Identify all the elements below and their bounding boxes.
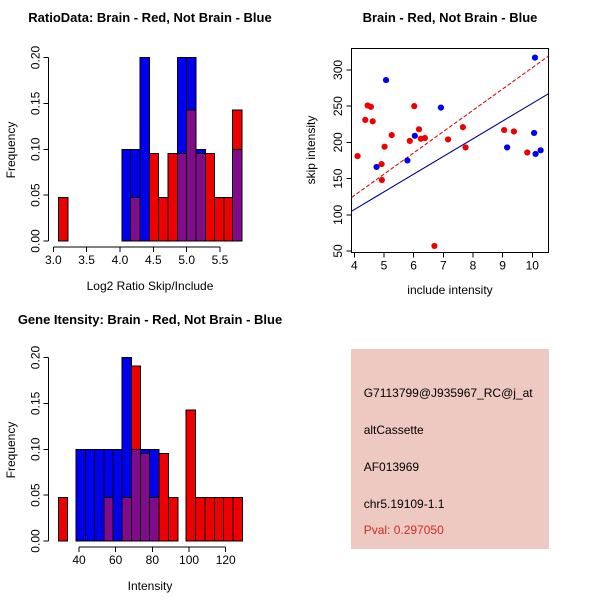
svg-text:300: 300	[331, 59, 346, 80]
panel-hist-ratio	[0, 0, 300, 300]
hist-ratio-plot	[0, 0, 300, 300]
svg-text:4: 4	[350, 258, 358, 273]
panel-gene-info	[300, 300, 600, 600]
svg-text:4.0: 4.0	[111, 253, 129, 267]
panel-scatter	[300, 0, 600, 300]
svg-text:0.15: 0.15	[28, 391, 43, 416]
svg-text:60: 60	[109, 553, 123, 567]
svg-text:3.5: 3.5	[78, 253, 95, 267]
svg-text:150: 150	[331, 168, 346, 189]
svg-text:0.20: 0.20	[28, 45, 43, 70]
scatter-y-axis-label: skip intensity	[304, 115, 318, 185]
svg-text:0.10: 0.10	[28, 437, 43, 461]
svg-text:5.5: 5.5	[211, 253, 229, 267]
locus-text: chr5.19109-1.1	[363, 497, 445, 512]
svg-text:40: 40	[72, 553, 86, 567]
event-type-text: altCassette	[363, 423, 424, 438]
scatter-x-axis-label: include intensity	[407, 283, 493, 297]
svg-text:120: 120	[215, 553, 236, 567]
pval-text: Pval: 0.297050	[363, 523, 444, 538]
svg-text:6: 6	[410, 258, 417, 273]
svg-text:100: 100	[331, 204, 346, 225]
svg-text:80: 80	[145, 553, 160, 567]
hist-ratio-x-axis-label: Log2 Ratio Skip/Include	[86, 279, 214, 293]
svg-text:0.10: 0.10	[28, 137, 43, 161]
scatter-title: Brain - Red, Not Brain - Blue	[362, 10, 538, 25]
svg-text:0.05: 0.05	[28, 183, 43, 207]
svg-text:200: 200	[331, 132, 346, 153]
svg-text:250: 250	[331, 96, 346, 117]
svg-text:0.00: 0.00	[28, 529, 43, 553]
svg-text:8: 8	[469, 258, 477, 273]
hist-gene-x-axis-label: Intensity	[127, 579, 173, 593]
svg-text:5: 5	[380, 258, 388, 273]
svg-text:0.00: 0.00	[28, 229, 43, 253]
svg-text:0.05: 0.05	[28, 483, 43, 507]
svg-text:0.20: 0.20	[28, 345, 43, 370]
hist-ratio-y-axis-label: Frequency	[4, 121, 18, 179]
hist-gene-y-axis-label: Frequency	[4, 421, 18, 479]
svg-text:4.5: 4.5	[144, 253, 162, 267]
svg-text:50: 50	[331, 244, 346, 258]
svg-text:100: 100	[179, 553, 200, 567]
hist-ratio-title: RatioData: Brain - Red, Not Brain - Blue	[28, 10, 272, 25]
hist-gene-title: Gene Itensity: Brain - Red, Not Brain - Blue	[17, 312, 283, 327]
svg-text:5.0: 5.0	[178, 253, 196, 267]
scatter-plot	[300, 0, 600, 300]
gene-info-box	[351, 349, 550, 549]
panel-hist-gene	[0, 300, 300, 600]
svg-text:9: 9	[499, 258, 506, 273]
svg-text:10: 10	[525, 258, 539, 273]
hist-gene-plot	[0, 300, 300, 600]
probe-id-text: G7113799@J935967_RC@j_at	[363, 386, 533, 401]
accession-text: AF013969	[363, 460, 420, 475]
svg-text:0.15: 0.15	[28, 91, 43, 116]
svg-text:7: 7	[439, 258, 447, 273]
svg-text:3.0: 3.0	[44, 253, 62, 267]
